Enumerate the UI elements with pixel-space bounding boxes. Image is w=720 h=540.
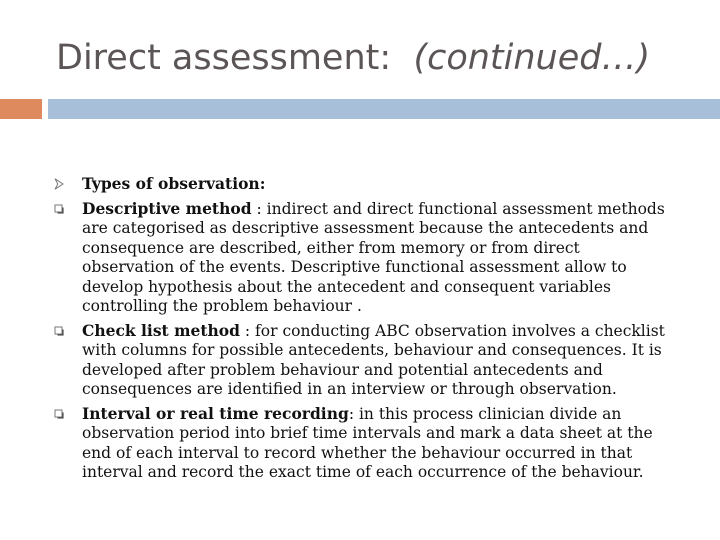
- list-item-checklist: [82, 321, 674, 400]
- item-lead: Types of observation:: [82, 174, 266, 193]
- title-main: Direct assessment:: [56, 38, 392, 78]
- checkbox-bullet-icon: [54, 408, 64, 420]
- accent-bar-blue: [48, 99, 720, 119]
- item-lead: Descriptive method: [82, 198, 252, 218]
- arrow-bullet-icon: [54, 178, 64, 190]
- checkbox-bullet-icon: [54, 325, 64, 337]
- item-text: : indirect and direct functional assessment methods are categorised as descriptive assessment because the antecedents and consequence are described, either from memory or from direct observation of the events. Descriptive functional assessment allow to develop hypothesis about the antecedent and consequent variables controlling the problem behaviour .: [82, 199, 665, 315]
- slide-title: [56, 30, 650, 86]
- checkbox-bullet-icon: [54, 203, 64, 215]
- content-list: [82, 174, 674, 487]
- list-item-types: [82, 174, 674, 195]
- item-text: : for conducting ABC observation involves a checklist with columns for possible antecedents, behaviour and consequences. It is developed after problem behaviour and potential antecedents and consequences are identified in an interview or through observation.: [82, 321, 665, 398]
- title-italic: (continued…): [413, 38, 651, 78]
- item-lead: Interval or real time recording: [82, 403, 349, 423]
- list-item-interval: [82, 404, 674, 483]
- item-text: : in this process clinician divide an observation period into brief time intervals and mark a data sheet at the end of each interval to record whether the behaviour occurred in that interval and record the exact time of each occurrence of the behaviour.: [82, 404, 653, 481]
- item-lead: Check list method: [82, 320, 240, 340]
- accent-bar-orange: [0, 99, 42, 119]
- list-item-descriptive: [82, 199, 674, 317]
